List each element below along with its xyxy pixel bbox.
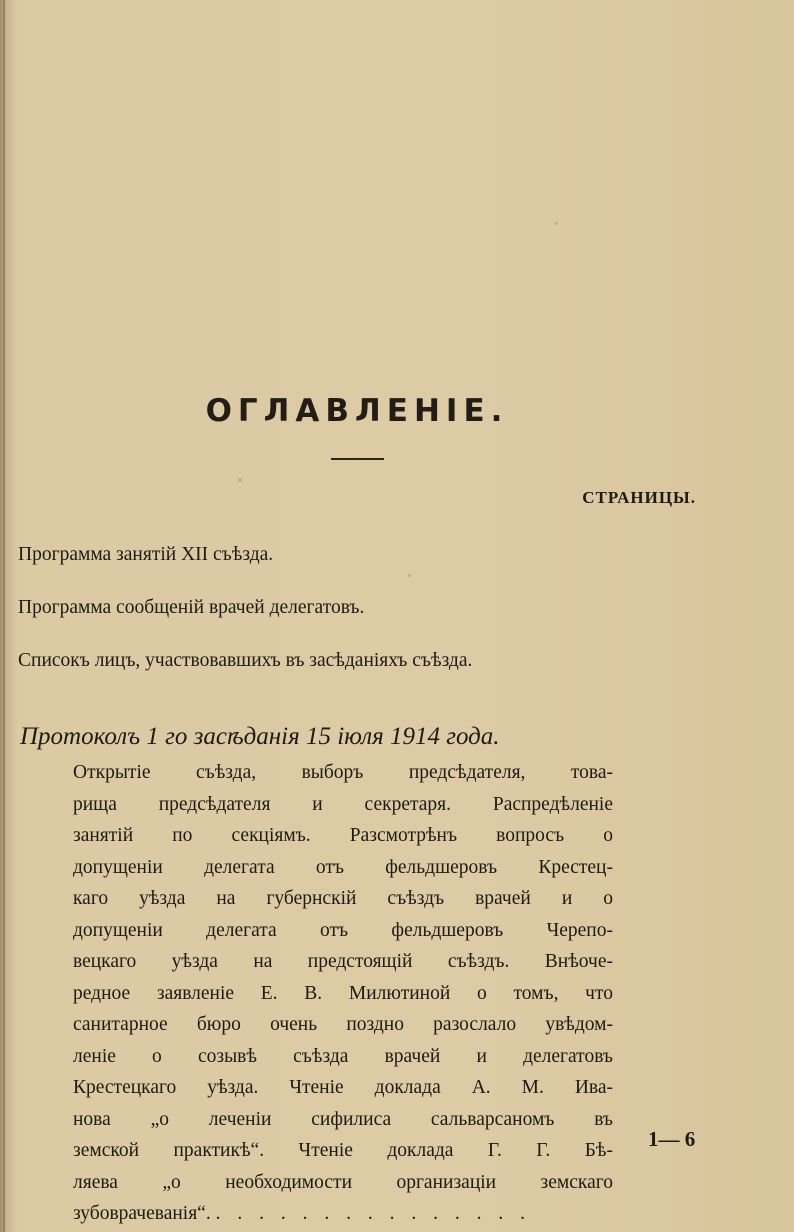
binding-edge (3, 0, 5, 1232)
protocol-title: Протоколъ 1 го засѣданія 15 іюля 1914 года. (20, 723, 500, 750)
protocol-last-line (73, 1198, 613, 1230)
toc-entry-participants-list: Списокъ лицъ, участвовавшихъ въ засѣданіяхъ съѣзда. (18, 650, 473, 671)
protocol-line: вецкаго уѣзда на предстоящій съѣздъ. Внѣоче- (73, 951, 613, 972)
protocol-line: ляева „о необходимости организаціи земскаго (73, 1171, 613, 1193)
protocol-line: леніе о созывѣ съѣзда врачей и делегатовъ (73, 1045, 613, 1067)
protocol-line: земской практикѣ“. Чтеніе доклада Г. Г. Бѣ- (73, 1140, 613, 1161)
protocol-line: занятій по секціямъ. Разсмотрѣнъ вопросъ о (73, 825, 613, 846)
protocol-line: допущеніи делегата отъ фельдшеровъ Крестец- (73, 856, 613, 878)
pages-column-label: СТРАНИЦЫ. (582, 488, 696, 507)
protocol-summary (73, 757, 613, 1230)
paper-spot (238, 478, 242, 482)
paper-spot (555, 222, 558, 225)
protocol-line: каго уѣзда на губернскій съѣздъ врачей и о (73, 888, 613, 909)
protocol-line: Крестецкаго уѣзда. Чтеніе доклада А. М. Ива- (73, 1077, 613, 1098)
protocol-line: санитарное бюро очень поздно разослало увѣдом- (73, 1014, 613, 1035)
paper-spot (408, 574, 411, 577)
protocol-last-line-text: зубоврачеванія“. (73, 1203, 211, 1224)
title-divider (331, 458, 384, 460)
toc-entry-program: Программа занятій XII съѣзда. (18, 544, 274, 565)
protocol-line: редное заявленіе Е. В. Милютиной о томъ, что (73, 982, 613, 1004)
protocol-line: нова „о леченіи сифилиса сальварсаномъ въ (73, 1108, 613, 1130)
protocol-line: Открытіе съѣзда, выборъ предсѣдателя, това- (73, 762, 613, 783)
toc-entry-delegates-reports: Программа сообщеній врачей делегатовъ. (18, 597, 365, 618)
page-title: ОГЛАВЛЕНІЕ. (205, 393, 509, 429)
protocol-page-range: 1— 6 (648, 1127, 696, 1151)
protocol-line: рища предсѣдателя и секретаря. Распредѣленіе (73, 793, 613, 815)
protocol-line: допущеніи делегата отъ фельдшеровъ Черепо- (73, 919, 613, 941)
leader-dots: . . . . . . . . . . . . . . . (215, 1203, 531, 1224)
